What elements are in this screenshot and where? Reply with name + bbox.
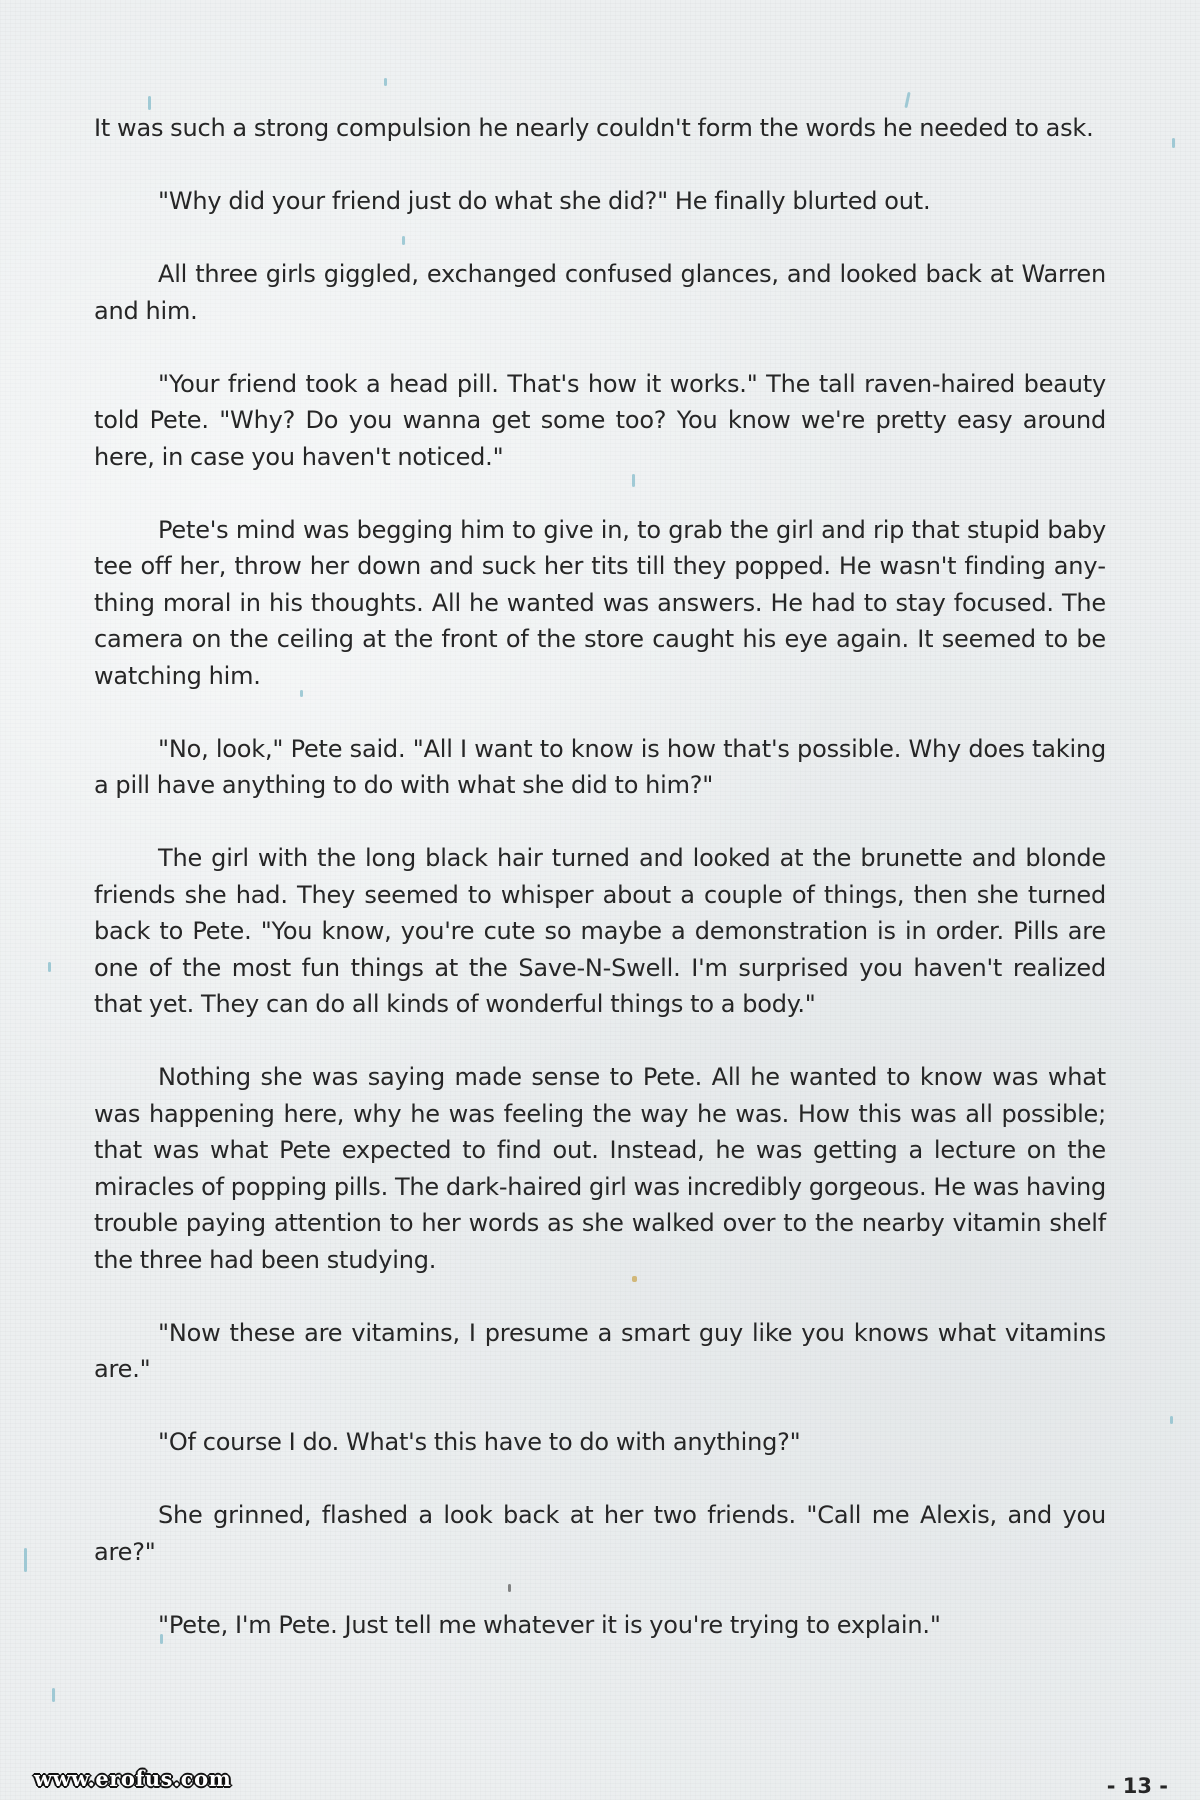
- paper-speck: [904, 92, 910, 108]
- paragraph: "Of course I do. What's this have to do with anything?": [158, 1428, 801, 1456]
- paragraph: "Your friend took a head pill. That's how it works." The tall raven-haired beauty told Pete. "Why? Do you wanna get some too? You know we're pretty easy around here, in case you haven't noticed.": [94, 369, 1106, 471]
- paragraph: Nothing she was saying made sense to Pete. All he wanted to know was what was happening here, why he was feeling the way he was. How this was all possible; that was what Pete expected to find out. Instead, he was getting a lecture on the miracles of popping pills. The dark-haired girl was incredibly gorgeous. He was having trouble paying attention to her words as she walked over to the nearby vitamin shelf the three had been studying.: [94, 1063, 1106, 1274]
- story-text: [94, 110, 1106, 1680]
- paragraph: She grinned, flashed a look back at her two friends. "Call me Alexis, and you are?": [94, 1501, 1106, 1566]
- site-watermark: www.erofus.com: [34, 1766, 232, 1791]
- paragraph: "Why did your friend just do what she did?" He finally blurted out.: [158, 187, 931, 215]
- paper-speck: [384, 78, 387, 86]
- paragraph: "Now these are vitamins, I presume a smart guy like you knows what vitamins are.": [94, 1318, 1106, 1383]
- paper-speck: [48, 962, 51, 972]
- paper-speck: [1172, 138, 1175, 148]
- paper-speck: [148, 96, 151, 110]
- page-number: - 13 -: [1106, 1774, 1168, 1798]
- paper-speck: [24, 1548, 27, 1572]
- paragraph: Pete's mind was begging him to give in, to grab the girl and rip that stupid baby tee off her, throw her down and suck her tits till they popped. He wasn't finding anything moral in his thoughts. All he wanted was answers. He had to stay focused. The camera on the ceiling at the front of the store caught his eye again. It seemed to be watching him.: [94, 515, 1106, 690]
- paragraph: All three girls giggled, exchanged confused glances, and looked back at Warren and him.: [94, 260, 1106, 325]
- paragraph: The girl with the long black hair turned and looked at the brunette and blonde friends she had. They seemed to whisper about a couple of things, then she turned back to Pete. "You know, you're cute so maybe a demonstration is in order. Pills are one of the most fun things at the Save-N-Swell. I'm surprised you haven't realized that yet. They can do all kinds of wonderful things to a body.": [94, 844, 1106, 1018]
- paragraph: It was such a strong compulsion he nearly couldn't form the words he needed to ask.: [94, 114, 1094, 142]
- paper-speck: [1170, 1416, 1173, 1424]
- paper-speck: [52, 1688, 55, 1702]
- paragraph: "Pete, I'm Pete. Just tell me whatever it is you're trying to explain.": [158, 1610, 941, 1639]
- paragraph: "No, look," Pete said. "All I want to know is how that's possible. Why does taking a pill have anything to do with what she did to him?": [94, 734, 1106, 799]
